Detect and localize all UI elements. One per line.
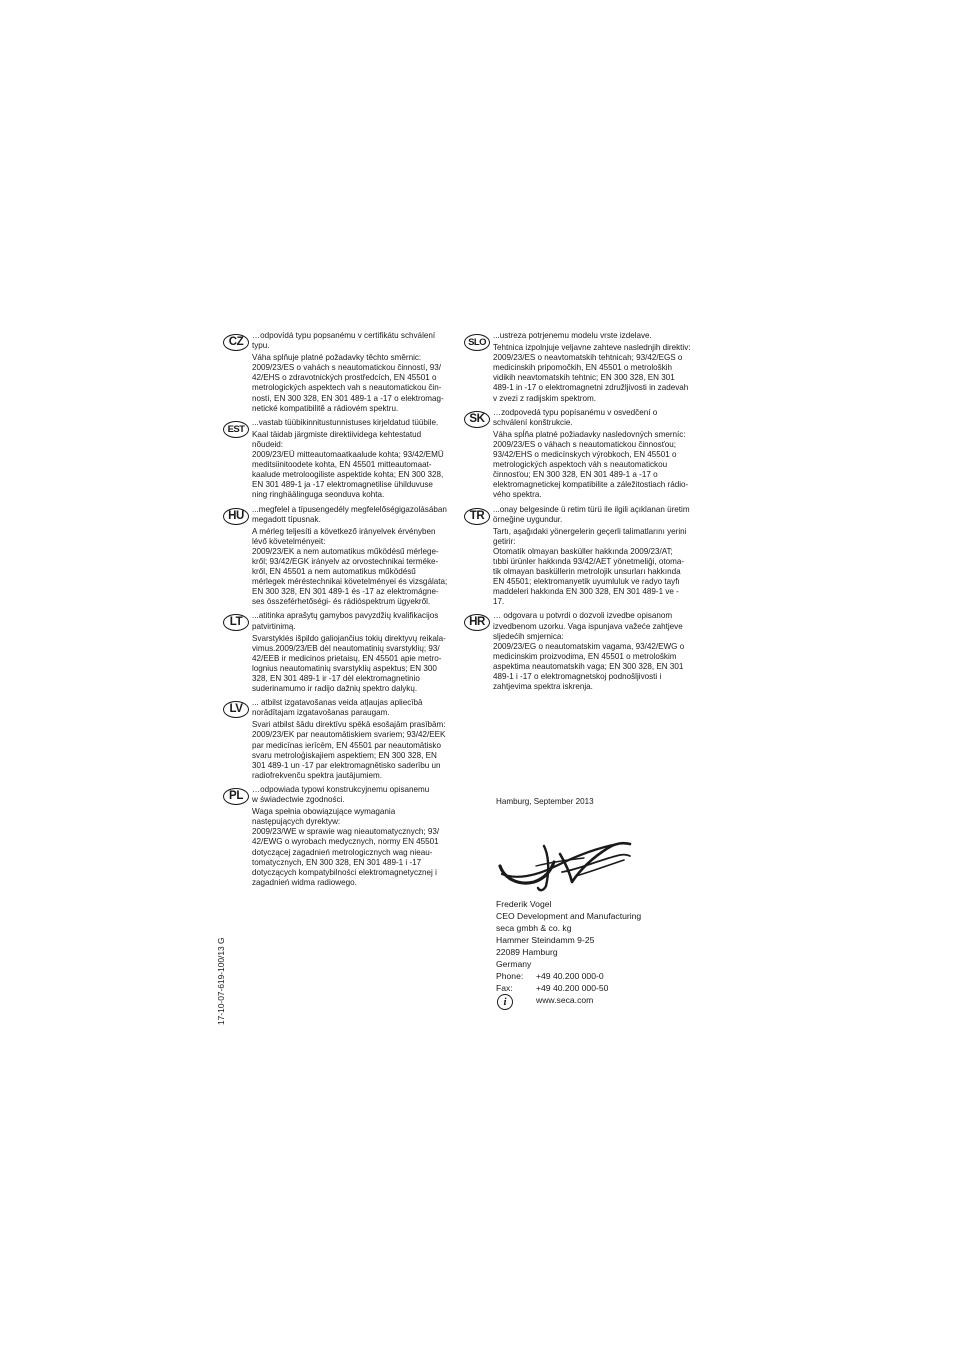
language-code-badge: HR	[464, 614, 490, 631]
fax-label: Fax:	[496, 983, 513, 993]
declaration-paragraph: … odgovara u potvrdi o dozvoli izvedbe opisanom izvedbenom uzorku. Vaga ispunjava važeće zahtjeve sljedećih smjernica: 2009/23/EG o neautomatskim vagama, 93/42/EWG o medicinskim proizvodima, EN 45501 o metrološkim aspektima neautomatskih vaga; EN 300 328, EN 301 489-1 i -17 o elektromagnetskoj podnošljivosti i zahtjevima spektra iskrenja.	[493, 611, 685, 692]
left-column	[223, 331, 459, 892]
language-code-badge: SLO	[464, 334, 490, 351]
language-section-cz	[223, 331, 459, 414]
fax-number: +49 40.200 000-50	[536, 983, 609, 993]
language-code-badge: TR	[464, 508, 490, 525]
declaration-paragraph: Tartı, aşağıdaki yönergelerin geçerli talimatlarını yerini getirir: Otomatik olmayan basküller hakkında 2009/23/AT; tıbbi ürünler hakkında 93/42/AET yönetmeliği, otoma- tik olmayan basküllerin metrolojik unsurları hakkında EN 45501; elektromanyetik uyumluluk ve radyo tayfı maddeleri hakkında EN 300 328, EN 301 489-1 ve - 17.	[493, 526, 687, 607]
language-code-badge: EST	[223, 421, 249, 438]
language-section-hu	[223, 505, 459, 608]
phone-row	[496, 970, 641, 982]
right-column	[464, 331, 700, 696]
phone-number: +49 40.200 000-0	[536, 971, 604, 981]
web-row	[496, 994, 641, 1006]
signatory-block	[496, 898, 641, 1006]
declaration-paragraph: ...ustreza potrjenemu modelu vrste izdelave.	[493, 331, 652, 340]
declaration-paragraph: ...atitinka aprašytų gamybos pavyzdžių kvalifikacijos patvirtinimą.	[252, 611, 439, 631]
declaration-paragraph: Váha spĺňa platné požiadavky nasledovných smerníc: 2009/23/ES o váhach s neautomatickou činnosťou; 93/42/EHS o medicínskych výrobkoch, EN 45501 o metrologických aspektoch váh s neautomatickou činnosťou; EN 300 328, EN 301 489-1 a -17 o elektromagnetickej kompatibilite a záležitostiach rádio- vého spektra.	[493, 429, 689, 500]
country: Germany	[496, 959, 532, 969]
language-code-badge: LT	[223, 614, 249, 631]
language-section-slo	[464, 331, 700, 404]
language-code-badge: PL	[223, 788, 249, 805]
signatory-title: CEO Development and Manufacturing	[496, 911, 642, 921]
language-code-badge: LV	[223, 701, 249, 718]
language-section-pl	[223, 785, 459, 888]
phone-label: Phone:	[496, 971, 524, 981]
declaration-paragraph: Kaal täidab järgmiste direktiividega kehtestatud nõudeid: 2009/23/EÜ mitteautomaatkaalude kohta; 93/42/EMÜ meditsiinitoodete kohta, EN 45501 mitteautomaat- kaalude metroloogiliste aspektide kohta; EN 300 328, EN 301 489-1 ja -17 elektromagnetilise ühilduvuse ning ringhäälinguga seonduva kohta.	[252, 429, 444, 500]
language-section-est	[223, 418, 459, 501]
language-section-tr	[464, 505, 700, 608]
declaration-paragraph: …odpowiada typowi konstrukcyjnemu opisanemu w świadectwie zgodności.	[252, 784, 430, 805]
document-number: 17-10-07-619-100/13 G	[216, 937, 226, 1025]
declaration-paragraph: ...onay belgesinde ü retim türü ile ilgili açıklanan üretim örneğine uygundur.	[493, 504, 690, 524]
place-and-date: Hamburg, September 2013	[496, 797, 594, 806]
declaration-paragraph: ...vastab tüübikinnitustunnistuses kirjeldatud tüübile.	[252, 417, 439, 427]
declaration-paragraph: Waga spełnia obowiązujące wymagania następujących dyrektyw: 2009/23/WE w sprawie wag nieautomatycznych; 93/ 42/EWG o wyrobach medycznych, normy EN 45501 dotyczącej zagadnień metrologicznych wag nieau- tomatycznych, EN 300 328, EN 301 489-1 i -17 dotyczących kompatybilności elektromagnetycznej i zagadnień widma radiowego.	[252, 807, 440, 887]
signature	[496, 836, 634, 896]
language-section-lt	[223, 611, 459, 694]
declaration-paragraph: Svarstyklės išpildo galiojančius tokių direktyvų reikala- vimus.2009/23/EB dėl neautomatinių svarstyklių; 93/ 42/EEB ir medicinos prietaisų, EN 45501 apie metro- lognius neautomatinių svarstyklių aspektus; EN 300 328, EN 301 489-1 ir -17 dėl elektromagnetinio suderinamumo ir radijo dažnių spektro dalykų.	[252, 633, 446, 694]
city-address: 22089 Hamburg	[496, 947, 558, 957]
language-section-sk	[464, 408, 700, 501]
language-section-lv	[223, 698, 459, 781]
declaration-paragraph: …odpovídá typu popsanému v certifikátu schválení typu.	[252, 331, 436, 351]
fax-row	[496, 982, 641, 994]
language-section-hr	[464, 611, 700, 692]
info-icon: i	[497, 994, 513, 1010]
declaration-paragraph: Svari atbilst šādu direktīvu spēkā esošajām prasībām: 2009/23/EK par neautomātiskiem svariem; 93/42/EEK par medicīnas ierīcēm, EN 45501 par neautomātisko svaru metroloģiskajiem aspektiem; EN 300 328, EN 301 489-1 un -17 par elektromagnētisko saderību un radiofrekvenču spektra jautājumiem.	[252, 720, 446, 780]
company-name: seca gmbh & co. kg	[496, 923, 572, 933]
street-address: Hammer Steindamm 9-25	[496, 935, 595, 945]
declaration-paragraph: Váha splňuje platné požadavky těchto směrnic: 2009/23/ES o vahách s neautomatickou činností, 93/ 42/EHS o zdravotnických prostředcích, EN 45501 o metrologických aspektech vah s neautomatickou čin- ností, EN 300 328, EN 301 489-1 a -17 o elektromag- netické kompatibilitě a rádiovém spektru.	[252, 353, 444, 413]
language-code-badge: CZ	[223, 334, 249, 351]
declaration-paragraph: A mérleg teljesíti a következő irányelvek érvényben lévő követelményeit: 2009/23/EK a nem automatikus működésű mérlege- kről; 93/42/EGK irányelv az orvostechnikai terméke- kről, EN 45501 a nem automatikus működésű mérlegek méréstechnikai követelményei és vizsgálata; EN 300 328, EN 301 489-1 és -17 az elektromágne- ses összeférhetőségi- és rádióspektrum ügyekről.	[252, 526, 448, 607]
language-code-badge: SK	[464, 411, 490, 428]
declaration-paragraph: ...megfelel a típusengedély megfelelőségigazolásában megadott típusnak.	[252, 504, 447, 524]
declaration-paragraph: ... atbilst izgatavošanas veida atļaujas apliecībā norādītajam izgatavošanas paraugam.	[252, 698, 423, 718]
declaration-paragraph: …zodpovedá typu popísanému v osvedčení o schválení konštrukcie.	[493, 407, 658, 427]
website-link[interactable]: www.seca.com	[536, 995, 594, 1005]
language-code-badge: HU	[223, 508, 249, 525]
declaration-paragraph: Tehtnica izpolnjuje veljavne zahteve naslednjih direktiv: 2009/23/ES o neavtomatskih tehtnicah; 93/42/EGS o medicinskih pripomočkih, EN 45501 o metroloških vidikih neavtomatskih tehtnic; EN 300 328, EN 301 489-1 in -17 o elektromagnetni združljivosti in zadevah v zvezi z radijskim spektrom.	[493, 343, 691, 403]
signatory-name: Frederik Vogel	[496, 899, 552, 909]
